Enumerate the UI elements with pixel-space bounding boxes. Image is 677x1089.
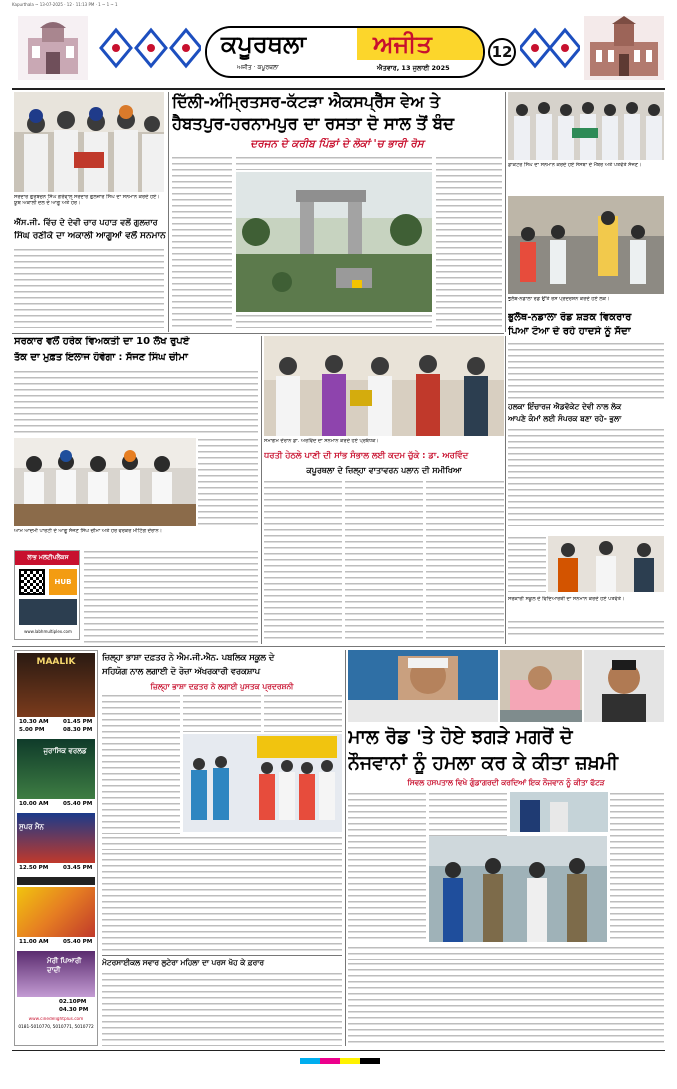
photo-hospital-fight-2	[429, 836, 607, 942]
showtime: 02.10PM	[59, 999, 87, 1005]
photo-workshop-students	[183, 734, 342, 832]
photo-student-honour	[548, 536, 664, 592]
divider	[345, 650, 346, 1046]
masthead-tagline: ਅਜੀਤ · ਕਪੂਰਥਲਾ	[237, 64, 279, 71]
body-student	[508, 620, 664, 636]
caption-workshop	[102, 836, 342, 850]
photo-injured-youth-2	[500, 650, 582, 722]
photo-honour-group	[508, 92, 664, 160]
body-devi	[508, 428, 664, 526]
ad-labh-multiplex[interactable]	[14, 550, 80, 640]
caption-cheema: ਆਮ ਆਦਮੀ ਪਾਰਟੀ ਦੇ ਆਗੂ ਸੱਜਣ ਸਿੰਘ ਚੀਮਾ ਅਤੇ ਹੋਰ ਵਰਕਰ ਮੀਟਿੰਗ ਦੌਰਾਨ।	[14, 528, 162, 534]
body-workshop-3	[264, 694, 342, 732]
lead-headline-2: ਹੈਬਤਪੁਰ-ਹਰਨਾਮਪੁਰ ਦਾ ਰਸਤਾ ਦੋ ਸਾਲ ਤੋਂ ਬੰਦ	[172, 114, 454, 133]
lead-body-col-1	[172, 156, 232, 328]
subhead-arvind: ਕਪੂਰਥਲਾ ਦੇ ਜ਼ਿਲ੍ਹਾ ਵਾਤਾਵਰਨ ਪਲਾਨ ਦੀ ਸਮੀਖਿਆ	[306, 466, 462, 475]
photo-road-protest	[508, 196, 664, 294]
caption-expressway	[236, 314, 432, 328]
movie-title-4: ਮੇਰੀ ਪਿਆਰੀ ਦਾਦੀ	[47, 957, 82, 974]
showtime: 04.30 PM	[59, 1007, 89, 1013]
footer-rule	[12, 1050, 665, 1051]
heritage-building-left	[18, 16, 88, 80]
masthead-date: ਐਤਵਾਰ, 13 ਜੁਲਾਈ 2025	[377, 64, 450, 72]
masthead-title-plate	[205, 26, 485, 78]
headline-road-1: ਭੁਲੱਥ-ਨਡਾਲਾ ਰੋਡ ਸ਼ੜਕ ਵਿਕਰਾਰ	[508, 312, 632, 323]
headline-workshop-2: ਸਹਿਯੋਗ ਨਾਲ ਲਗਾਈ ਦੋ ਰੋਜ਼ਾ ਅੱਖਰਕਾਰੀ ਵਰਕਸ਼ਾਪ	[102, 666, 260, 676]
color-registration-bar	[300, 1058, 380, 1064]
headline-mall-road-2: ਨੌਜਵਾਨਾਂ ਨੂੰ ਹਮਲਾ ਕਰ ਕੇ ਕੀਤਾ ਜ਼ਖ਼ਮੀ	[348, 752, 619, 774]
headline-gulzar-2: ਸਿੰਘ ਰਣੀਕੇ ਦਾ ਅਕਾਲੀ ਆਗੂਆਂ ਵਲੋਂ ਸਨਮਾਨ	[14, 231, 166, 241]
lead-subhead: ਦਰਜਨ ਦੇ ਕਰੀਬ ਪਿੰਡਾਂ ਦੇ ਲੋਕਾਂ 'ਚ ਭਾਰੀ ਰੋਸ	[250, 138, 424, 150]
showtime: 05.40 PM	[63, 939, 93, 945]
divider	[505, 336, 506, 644]
body-arvind-1	[264, 480, 342, 642]
ornament-band-right	[520, 22, 580, 74]
masthead-rule	[12, 88, 665, 90]
poster-superman[interactable]	[17, 813, 95, 863]
caption-mall	[348, 946, 664, 960]
body-mall-4	[348, 962, 664, 1046]
headline-mall-road-1: ਮਾਲ ਰੋਡ 'ਤੇ ਹੋਏ ਝਗੜੇ ਮਗਰੋਂ ਦੋ	[348, 726, 573, 748]
headline-devi-2: ਆਪਣੇ ਕੰਮਾਂ ਲਈ ਸੰਪਰਕ ਬਣਾ ਰਹੇ- ਭੁਲਾ	[508, 414, 622, 423]
headline-devi-1: ਹਲਕਾ ਇੰਚਾਰਜ ਐਡਵੋਕੇਟ ਦੇਵੀ ਨਾਲ ਲੋਕ	[508, 402, 622, 411]
body-cheema-bottom	[84, 550, 258, 644]
cinema-strip	[17, 877, 95, 885]
masthead	[0, 8, 677, 88]
photo-expressway-bridge	[236, 172, 432, 312]
headline-cheema-2: ਤੱਕ ਦਾ ਮੁਫ਼ਤ ਇਲਾਜ ਹੋਵੇਗਾ : ਸੱਜਣ ਸਿੰਘ ਚੀਮਾ	[14, 352, 188, 363]
body-workshop-1	[102, 694, 180, 834]
headline-gulzar-1: ਐੱਸ.ਜੀ. ਵਿੱਚ ਦੇ ਦੇਵੀ ਚਾਰ ਪਹਾੜ ਵਲੋਂ ਗੁਲਜ਼ਾਰ	[14, 217, 158, 227]
caption-arvind: ਸਮਾਗਮ ਦੌਰਾਨ ਡਾ. ਅਰਵਿੰਦ ਦਾ ਸਨਮਾਨ ਕਰਦੇ ਹੋਏ ਪ੍ਰਬੰਧਕ।	[264, 438, 379, 444]
showtime: 10.30 AM	[19, 719, 49, 725]
body-devi-left	[508, 536, 546, 592]
showtime: 08.30 PM	[63, 727, 93, 733]
page-number: 12	[488, 38, 516, 66]
headline-road-2: ਪਿਆ ਟੋਆ ਦੇ ਰਹੇ ਹਾਦਸੇ ਨੂੰ ਸੱਦਾ	[508, 326, 631, 337]
lead-headline-1: ਦਿੱਲੀ-ਅੰਮ੍ਰਿਤਸਰ-ਕੱਟੜਾ ਐਕਸਪ੍ਰੈੱਸ ਵੇਅ ਤੇ	[172, 92, 440, 111]
photo-hospital-fight-1	[510, 792, 608, 832]
poster-dadi[interactable]	[17, 951, 95, 997]
divider	[12, 333, 504, 334]
cinema-web[interactable]: www.cinedelightplus.com	[28, 1017, 84, 1022]
body-workshop-4	[102, 852, 342, 952]
heritage-building-right	[584, 16, 664, 80]
subhead-workshop: ਜ਼ਿਲ੍ਹਾ ਭਾਸ਼ਾ ਦਫ਼ਤਰ ਨੇ ਲਗਾਈ ਪੁਸਤਕ ਪ੍ਰਦਰਸ਼ਨੀ	[150, 682, 294, 691]
ornament-band-left	[96, 22, 201, 74]
body-arvind-2	[345, 480, 423, 642]
paper-title: ਅਜੀਤ	[373, 30, 432, 58]
body-workshop-2	[183, 694, 261, 732]
cinema-phone: 0181-5010770, 5010771, 5010772	[18, 1025, 94, 1030]
photo-arvind-ceremony	[264, 336, 504, 436]
lead-body-col-3	[436, 156, 502, 328]
movie-title-3: ਸੁਪਰ ਮੈਨ	[19, 823, 44, 831]
photo-injured-youth-1	[348, 650, 498, 722]
headline-workshop-1: ਜ਼ਿਲ੍ਹਾ ਭਾਸ਼ਾ ਦਫ਼ਤਰ ਨੇ ਐਮ.ਜੀ.ਐਨ. ਪਬਲਿਕ ਸਕੂਲ ਦੇ	[102, 652, 275, 662]
ad-web[interactable]: www.labhmultiplex.com	[24, 629, 72, 634]
headline-purse-snatch: ਮੋਟਰਸਾਈਕਲ ਸਵਾਰ ਲੁਟੇਰਾ ਮਹਿਲਾ ਦਾ ਪਰਸ ਖੋਹ ਕੇ ਫ਼ਰਾਰ	[102, 958, 264, 967]
showtime: 11.00 AM	[19, 939, 49, 945]
divider	[168, 92, 169, 332]
showtime: 5.00 PM	[19, 727, 45, 733]
body-road	[508, 342, 664, 400]
subhead-mall-road: ਸਿਵਲ ਹਸਪਤਾਲ ਵਿਖੇ ਗੁੰਡਾਗਰਦੀ ਕਰਦਿਆਂ ਇਕ ਨੌਜਵਾਨ ਨੂੰ ਕੀਤਾ ਫੱਟੜ	[407, 778, 605, 787]
ad-strip	[19, 599, 77, 625]
movie-title-2: ਜੁਰਾਸਿਕ ਵਰਲਡ	[43, 747, 87, 755]
body-gulzar	[14, 248, 164, 328]
poster-maalik[interactable]	[17, 653, 95, 717]
caption-gulzar: ਸਰਦਾਰ ਗੁਰਬਚਨ ਸਿੰਘ ਗਰੇਵਾਲ ਸਰਦਾਰ ਗੁਲਜ਼ਾਰ ਸਿੰਘ ਦਾ ਸਨਮਾਨ ਕਰਦੇ ਹੋਏ। ਯੂਥ ਅਕਾਲੀ ਦਲ ਦੇ ਆਗੂ ਅਤੇ ਹੋਰ।	[14, 194, 160, 207]
photo-gulzar-sanman	[14, 92, 164, 192]
caption-student: ਸਰਕਾਰੀ ਸਕੂਲ ਦੇ ਵਿਦਿਆਰਥੀ ਦਾ ਸਨਮਾਨ ਕਰਦੇ ਹੋਏ ਪਤਵੰਤੇ।	[508, 596, 625, 602]
print-line: Kapurthala ~ 13-07-2025 · 12 · 11:13 PM · 1 ~ 1 ~ 1	[12, 2, 118, 7]
cinema-listing[interactable]	[14, 650, 98, 1046]
ad-title: ਲਾਭ ਮਲਟੀਪਲੈਕਸ	[15, 551, 80, 565]
photo-cheema-meeting	[14, 438, 196, 526]
poster-colourful[interactable]	[17, 887, 95, 937]
poster-jurassic[interactable]	[17, 739, 95, 799]
photo-youth-portrait	[584, 650, 664, 722]
divider	[12, 646, 665, 647]
body-arvind-3	[426, 480, 504, 642]
headline-cheema-1: ਸਰਕਾਰ ਵਲੋਂ ਹਰੇਕ ਵਿਅਕਤੀ ਦਾ 10 ਲੱਖ ਰੁਪਏ	[14, 336, 190, 347]
showtime: 03.45 PM	[63, 865, 93, 871]
qr-code-icon	[19, 569, 45, 595]
city-title: ਕਪੂਰਥਲਾ	[221, 30, 307, 58]
caption-road-protest: ਭੁਲੱਥ-ਨਡਾਲਾ ਰੋਡ ਉੱਤੇ ਰੋਸ ਪ੍ਰਦਰਸ਼ਨ ਕਰਦੇ ਹੋਏ ਲੋਕ।	[508, 296, 610, 302]
divider	[505, 92, 506, 332]
showtime: 12.50 PM	[19, 865, 49, 871]
showtime: 10.00 AM	[19, 801, 49, 807]
showtime: 01.45 PM	[63, 719, 93, 725]
body-cheema-right	[198, 438, 258, 526]
movie-title-1: MAALIK	[36, 657, 76, 667]
divider	[261, 336, 262, 644]
hub-logo: HUB	[49, 569, 77, 595]
showtime: 05.40 PM	[63, 801, 93, 807]
caption-honour-group: ਡਾਕਟਰ ਸਿੰਘ ਦਾ ਸਨਮਾਨ ਕਰਦੇ ਹੋਏ ਸੰਸਥਾ ਦੇ ਮੈਂਬਰ ਅਤੇ ਪਤਵੰਤੇ ਸੱਜਣ।	[508, 162, 642, 168]
lead-body-col-2	[236, 156, 432, 170]
body-mall-3	[610, 792, 664, 942]
body-purse-snatch	[102, 972, 342, 1046]
body-cheema-top	[14, 370, 258, 436]
divider	[102, 955, 342, 956]
body-mall-1	[348, 792, 426, 942]
headline-arvind: ਧਰਤੀ ਹੇਠਲੇ ਪਾਣੀ ਦੀ ਸਾਂਭ ਸੰਭਾਲ ਲਈ ਕਦਮ ਚੁੱਕੇ : ਡਾ. ਅਰਵਿੰਦ	[264, 450, 469, 460]
